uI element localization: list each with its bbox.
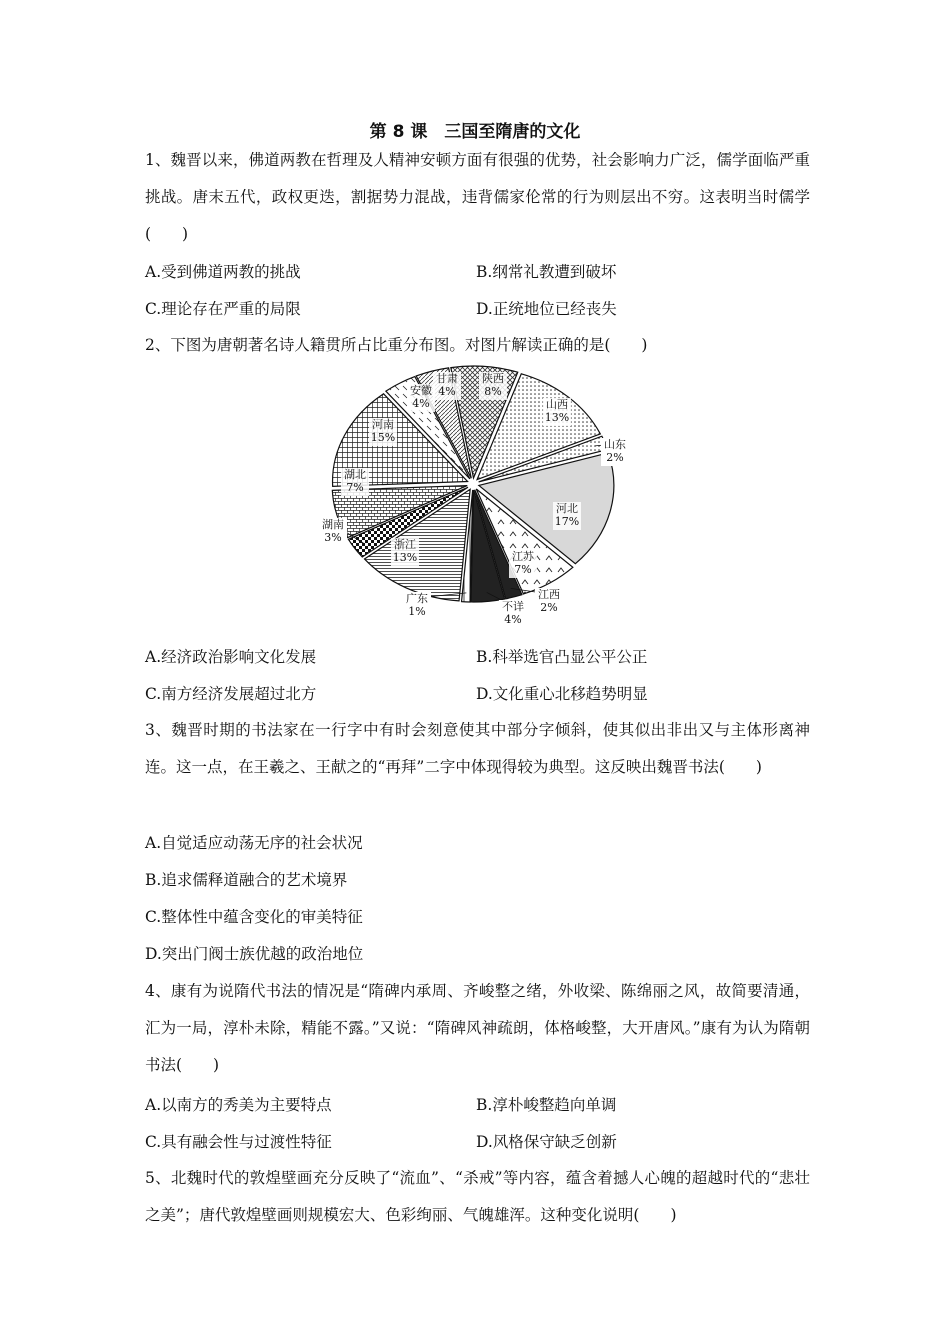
question-3-option-d[interactable]: D.突出门阀士族优越的政治地位: [145, 945, 364, 963]
question-1-option-a[interactable]: A.受到佛道两教的挑战: [145, 263, 301, 281]
pie-slice-percent: 7%: [346, 481, 364, 494]
question-2-stem: 2、下图为唐朝著名诗人籍贯所占比重分布图。对图片解读正确的是( ): [145, 336, 648, 354]
pie-slice-percent: 7%: [514, 563, 532, 576]
question-3-stem: 3、魏晋时期的书法家在一行字中有时会刻意使其中部分字倾斜，使其似出非出又与主体形离神连。这一点，在王羲之、王献之的“再拜”二字中体现得较为典型。这反映出魏晋书法( ): [145, 721, 810, 776]
question-2-option-c[interactable]: C.南方经济发展超过北方: [145, 685, 317, 703]
question-3-option-a[interactable]: A.自觉适应动荡无序的社会状况: [145, 834, 363, 852]
pie-slice-label: 不详: [502, 600, 524, 613]
question-3-option-c[interactable]: C.整体性中蕴含变化的审美特征: [145, 908, 363, 926]
question-3-option-b[interactable]: B.追求儒释道融合的艺术境界: [145, 871, 348, 889]
page-title: 第 8 课 三国至隋唐的文化: [369, 122, 581, 142]
question-1-option-d[interactable]: D.正统地位已经丧失: [476, 300, 617, 318]
pie-slice-percent: 13%: [392, 551, 418, 564]
pie-slice-label: 山西: [546, 398, 568, 411]
pie-slice-percent: 13%: [544, 411, 570, 424]
question-4-option-c[interactable]: C.具有融会性与过渡性特征: [145, 1133, 332, 1151]
poet-origin-pie-chart: [305, 360, 645, 640]
pie-slice-percent: 17%: [554, 515, 580, 528]
pie-slice-label: 陕西: [482, 372, 504, 385]
question-4-option-a[interactable]: A.以南方的秀美为主要特点: [145, 1096, 332, 1114]
pie-slice-percent: 3%: [324, 531, 342, 544]
pie-slice-label: 浙江: [394, 538, 416, 551]
question-4-option-d[interactable]: D.风格保守缺乏创新: [476, 1133, 617, 1151]
pie-slice-label: 山东: [604, 438, 626, 451]
question-1-stem: 1、魏晋以来，佛道两教在哲理及人精神安顿方面有很强的优势，社会影响力广泛，儒学面临严重挑战。唐末五代，政权更迭，割据势力混战，违背儒家伦常的行为则层出不穷。这表明当时儒学( ): [145, 151, 810, 243]
pie-slice-percent: 15%: [370, 431, 396, 444]
pie-slice-label: 湖南: [322, 518, 344, 531]
question-2-option-a[interactable]: A.经济政治影响文化发展: [145, 648, 317, 666]
pie-slice-percent: 4%: [438, 385, 456, 398]
pie-slice-label: 江苏: [512, 550, 534, 563]
question-5-stem: 5、北魏时代的敦煌壁画充分反映了“流血”、“杀戒”等内容，蕴含着撼人心魄的超越时代的“悲壮之美”；唐代敦煌壁画则规模宏大、色彩绚丽、气魄雄浑。这种变化说明( ): [145, 1169, 810, 1224]
pie-slice-percent: 1%: [408, 605, 426, 618]
pie-slice-label: 河北: [556, 502, 578, 515]
question-1-option-c[interactable]: C.理论存在严重的局限: [145, 300, 301, 318]
question-4-stem: 4、康有为说隋代书法的情况是“隋碑内承周、齐峻整之绪，外收梁、陈绵丽之风，故简要清通，汇为一局，淳朴未除，精能不露。”又说：“隋碑风神疏朗，体格峻整，大开唐风。”康有为认为隋朝书法( ): [145, 982, 810, 1074]
pie-slice-percent: 8%: [484, 385, 502, 398]
pie-slice-percent: 4%: [412, 397, 430, 410]
question-1-option-b[interactable]: B.纲常礼教遭到破坏: [476, 263, 617, 281]
pie-slice-label: 江西: [538, 588, 560, 601]
pie-slice-percent: 2%: [540, 601, 558, 614]
pie-slice-percent: 2%: [606, 451, 624, 464]
pie-slice-label: 广东: [406, 592, 428, 605]
question-4-option-b[interactable]: B.淳朴峻整趋向单调: [476, 1096, 617, 1114]
question-2-option-b[interactable]: B.科举选官凸显公平公正: [476, 648, 648, 666]
pie-slice-percent: 4%: [504, 613, 522, 626]
pie-slice-label: 甘肃: [436, 372, 458, 385]
pie-slice-label: 安徽: [410, 384, 432, 397]
question-2-option-d[interactable]: D.文化重心北移趋势明显: [476, 685, 648, 703]
pie-slice-label: 湖北: [344, 468, 366, 481]
pie-slice-label: 河南: [372, 418, 394, 431]
